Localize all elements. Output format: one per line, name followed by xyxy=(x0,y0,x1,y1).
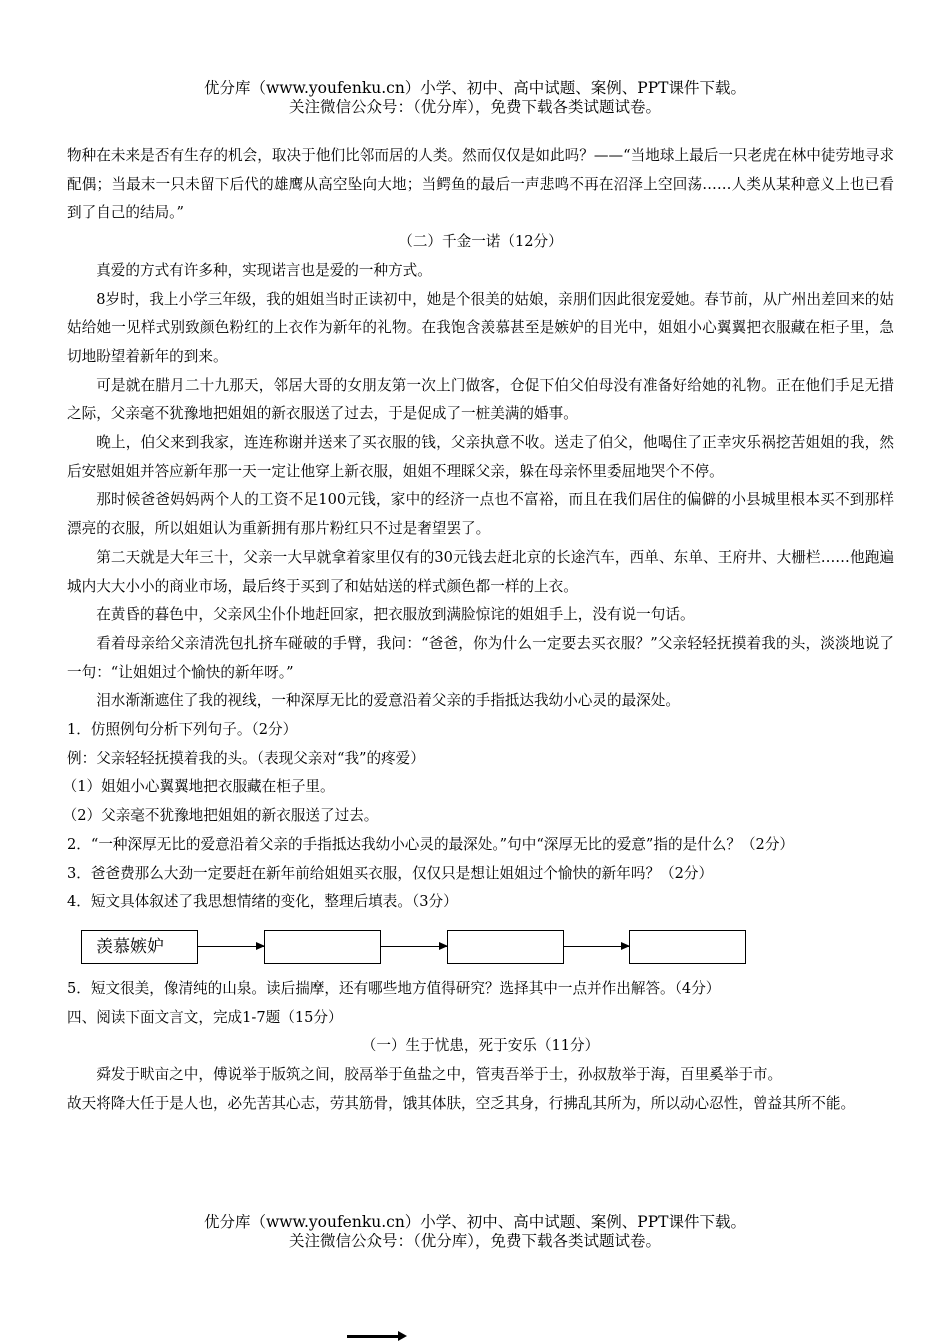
question-1: 1．仿照例句分析下列句子。（2分） xyxy=(67,721,298,739)
classical-text-paragraph: 故天将降大任于是人也，必先苦其心志，劳其筋骨，饿其体肤，空乏其身，行拂乱其所为，所以动心忍性，曾益其所不能。 xyxy=(67,1094,856,1112)
stray-arrow-icon xyxy=(347,1335,399,1338)
section-2-paragraph: 看着母亲给父亲清洗包扎挤车碰破的手臂，我问：“爸爸，你为什么一定要去买衣服？”父亲轻轻抚摸着我的头，淡淡地说了一句：“让姐姐过个愉快的新年呀。” xyxy=(67,634,894,681)
flow-box-3[interactable] xyxy=(447,930,564,964)
section-2-title: （二）千金一诺（12分） xyxy=(398,233,563,251)
section-2-paragraph: 真爱的方式有许多种，实现诺言也是爱的一种方式。 xyxy=(96,261,432,279)
page-header xyxy=(0,79,950,117)
section-2-paragraph: 8岁时，我上小学三年级，我的姐姐当时正读初中，她是个很美的姑娘，亲朋们因此很宠爱她。春节前，从广州出差回来的姑姑给她一见样式别致颜色粉红的上衣作为新年的礼物。在我饱含羡慕甚至是嫉妒的目光中，姐姐小心翼翼把衣服藏在柜子里，急切地盼望着新年的到来。 xyxy=(67,290,894,365)
flow-arrow-icon xyxy=(381,946,447,947)
section-2-paragraph: 泪水渐渐遮住了我的视线，一种深厚无比的爱意沿着父亲的手指抵达我幼小心灵的最深处。 xyxy=(96,692,680,710)
question-3: 3．爸爸费那么大劲一定要赶在新年前给姐姐买衣服，仅仅只是想让姐姐过个愉快的新年吗？（2分） xyxy=(67,864,714,882)
question-4: 4．短文具体叙述了我思想情绪的变化，整理后填表。（3分） xyxy=(67,893,458,911)
emotion-flow-chart xyxy=(67,917,894,975)
question-1-example: 例：父亲轻轻抚摸着我的头。（表现父亲对“我”的疼爱） xyxy=(67,749,425,767)
header-line-1: 优分库（www.youfenku.cn）小学、初中、高中试题、案例、PPT课件下载。 xyxy=(203,79,747,97)
flow-box-4[interactable] xyxy=(629,930,746,964)
section-4-subtitle: （一）生于忧患，死于安乐（11分） xyxy=(361,1037,600,1055)
flow-arrow-icon xyxy=(198,946,264,947)
classical-text-paragraph: 舜发于畎亩之中，傅说举于版筑之间，胶鬲举于鱼盐之中，管夷吾举于士，孙叔敖举于海，百里奚举于市。 xyxy=(96,1066,783,1084)
question-1-item-2: （2）父亲毫不犹豫地把姐姐的新衣服送了过去。 xyxy=(62,807,379,825)
section-4-heading: 四、阅读下面文言文，完成1-7题（15分） xyxy=(67,1008,343,1026)
section-2-paragraph: 晚上，伯父来到我家，连连称谢并送来了买衣服的钱，父亲执意不收。送走了伯父，他喝住了正幸灾乐祸挖苦姐姐的我，然后安慰姐姐并答应新年那一天一定让他穿上新衣服，姐姐不理睬父亲，躲在母亲怀里委屈地哭个不停。 xyxy=(67,434,894,480)
footer-line-2: 关注微信公众号：（优分库），免费下载各类试题试卷。 xyxy=(288,1232,661,1250)
page-footer xyxy=(0,1213,950,1251)
section-2-paragraph: 那时候爸爸妈妈两个人的工资不足100元钱，家中的经济一点也不富裕，而且在我们居住的偏僻的小县城里根本买不到那样漂亮的衣服，所以姐姐认为重新拥有那片粉红只不过是奢望罢了。 xyxy=(67,491,894,538)
flow-box-1: 羡慕嫉妒 xyxy=(81,930,198,964)
intro-paragraph: 物种在未来是否有生存的机会，取决于他们比邻而居的人类。然而仅仅是如此吗？——“当地球上最后一只老虎在林中徒劳地寻求配偶；当最末一只未留下后代的雄鹰从高空坠向大地；当鳄鱼的最后一声悲鸣不再在沼泽上空回荡……人类从某种意义上也已看到了自己的结局。” xyxy=(67,147,894,222)
section-2-paragraph: 第二天就是大年三十，父亲一大早就拿着家里仅有的30元钱去赶北京的长途汽车，西单、东单、王府井、大栅栏……他跑遍城内大大小小的商业市场，最后终于买到了和姑姑送的样式颜色都一样的上衣。 xyxy=(67,548,894,595)
footer-line-1: 优分库（www.youfenku.cn）小学、初中、高中试题、案例、PPT课件下载。 xyxy=(203,1213,747,1231)
flow-box-2[interactable] xyxy=(264,930,381,964)
document-body xyxy=(62,142,894,1119)
flow-arrow-icon xyxy=(564,946,629,947)
section-2-paragraph: 可是就在腊月二十九那天，邻居大哥的女朋友第一次上门做客，仓促下伯父伯母没有准备好给她的礼物。正在他们手足无措之际，父亲毫不犹豫地把姐姐的新衣服送了过去，于是促成了一桩美满的婚事。 xyxy=(67,376,894,423)
header-line-2: 关注微信公众号：（优分库），免费下载各类试题试卷。 xyxy=(288,98,661,116)
question-1-item-1: （1）姐姐小心翼翼地把衣服藏在柜子里。 xyxy=(62,778,335,796)
section-2-paragraph: 在黄昏的暮色中，父亲风尘仆仆地赶回家，把衣服放到满脸惊诧的姐姐手上，没有说一句话。 xyxy=(96,606,695,624)
question-5: 5．短文很美，像清纯的山泉。读后揣摩，还有哪些地方值得研究？选择其中一点并作出解答。（4分） xyxy=(67,979,721,997)
question-2: 2．“一种深厚无比的爱意沿着父亲的手指抵达我幼小心灵的最深处。”句中“深厚无比的爱意”指的是什么？（2分） xyxy=(67,835,795,853)
